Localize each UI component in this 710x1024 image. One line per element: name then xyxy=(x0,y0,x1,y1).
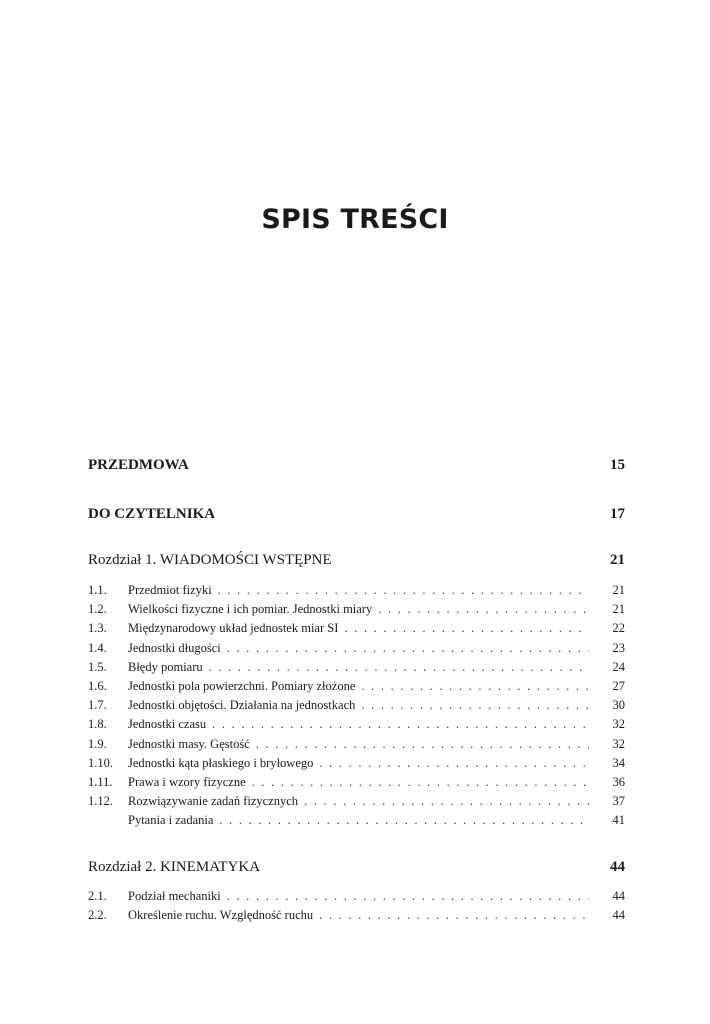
entry-number: 1.8. xyxy=(88,717,107,732)
dot-leader xyxy=(319,908,589,923)
entry-number: 1.6. xyxy=(88,678,107,693)
dot-leader xyxy=(252,775,589,790)
entry-page: 23 xyxy=(612,640,625,655)
entry-page: 32 xyxy=(612,717,625,732)
toc-entry[interactable] xyxy=(88,602,625,621)
entry-title: Przedmiot fizyki xyxy=(128,583,212,597)
entry-title: Błędy pomiaru xyxy=(128,659,203,674)
entry-number: 2.2. xyxy=(88,908,107,923)
chapter-prefix: Rozdział 1. xyxy=(88,552,157,568)
toc-entry[interactable] xyxy=(88,813,625,832)
toc-chapter-heading[interactable] xyxy=(88,859,625,876)
dot-leader xyxy=(218,583,589,598)
entry-page: 24 xyxy=(612,659,625,674)
toc-entry[interactable] xyxy=(88,698,625,717)
entry-page: 32 xyxy=(612,736,625,751)
entry-page: 21 xyxy=(612,602,625,617)
entry-page: 44 xyxy=(612,889,625,903)
dot-leader xyxy=(209,660,589,675)
chapter-page: 44 xyxy=(610,859,625,875)
toc-entry[interactable] xyxy=(88,660,625,679)
toc-entry[interactable] xyxy=(88,679,625,698)
entry-page: 41 xyxy=(612,813,625,828)
entry-page: 21 xyxy=(612,583,625,597)
toc-entry[interactable] xyxy=(88,621,625,640)
dot-leader xyxy=(256,737,589,752)
toc-entry[interactable] xyxy=(88,794,625,813)
page-title: SPIS TREŚCI xyxy=(261,204,449,236)
toc-entry[interactable] xyxy=(88,737,625,756)
entry-page: 27 xyxy=(612,678,625,693)
toc-entry[interactable] xyxy=(88,717,625,736)
entry-number: 2.1. xyxy=(88,889,107,903)
toc-entry[interactable] xyxy=(88,583,625,602)
entry-number: 1.3. xyxy=(88,621,107,636)
toc-front-label: DO CZYTELNIKA xyxy=(88,506,216,522)
chapter-prefix: Rozdział 2. xyxy=(88,859,157,875)
toc-entry[interactable] xyxy=(88,889,625,908)
entry-title: Jednostki kąta płaskiego i bryłowego xyxy=(128,755,314,770)
dot-leader xyxy=(319,756,589,771)
toc-front-label: PRZEDMOWA xyxy=(88,457,189,473)
entry-number: 1.7. xyxy=(88,698,107,713)
entry-title: Określenie ruchu. Względność ruchu xyxy=(128,908,314,923)
toc-front-item[interactable] xyxy=(88,457,625,474)
toc-front-page: 15 xyxy=(610,457,625,473)
entry-title: Jednostki długości xyxy=(128,640,221,655)
entry-title: Pytania i zadania xyxy=(128,813,214,828)
entry-title: Jednostki czasu xyxy=(128,717,207,732)
entry-title: Prawa i wzory fizyczne xyxy=(128,774,246,789)
entry-page: 37 xyxy=(612,794,625,809)
entry-number: 1.12. xyxy=(88,794,113,809)
entry-page: 36 xyxy=(612,774,625,789)
toc-chapter-heading[interactable] xyxy=(88,552,625,569)
chapter-page: 21 xyxy=(610,552,625,568)
toc-front-item[interactable] xyxy=(88,506,625,523)
dot-leader xyxy=(361,679,589,694)
entry-number: 1.1. xyxy=(88,583,107,597)
toc-entry[interactable] xyxy=(88,641,625,660)
dot-leader xyxy=(219,813,589,828)
entry-title: Międzynarodowy układ jednostek miar SI xyxy=(128,621,339,636)
entry-page: 22 xyxy=(612,621,625,636)
entry-title: Podział mechaniki xyxy=(128,889,221,903)
entry-title: Wielkości fizyczne i ich pomiar. Jednostki miary xyxy=(128,602,373,617)
dot-leader xyxy=(227,641,589,656)
entry-number: 1.10. xyxy=(88,755,113,770)
dot-leader xyxy=(361,698,589,713)
entry-title: Jednostki pola powierzchni. Pomiary złożone xyxy=(128,678,356,693)
entry-number: 1.5. xyxy=(88,659,107,674)
chapter-title: WIADOMOŚCI WSTĘPNE xyxy=(159,552,332,568)
entry-page: 30 xyxy=(612,698,625,713)
chapter-entries xyxy=(88,889,625,927)
dot-leader xyxy=(344,621,589,636)
entry-title: Rozwiązywanie zadań fizycznych xyxy=(128,794,299,809)
entry-page: 44 xyxy=(612,908,625,923)
dot-leader xyxy=(304,794,589,809)
toc-front-page: 17 xyxy=(610,506,625,522)
toc-entry[interactable] xyxy=(88,908,625,927)
entry-number: 1.2. xyxy=(88,602,107,617)
toc-entry[interactable] xyxy=(88,756,625,775)
chapter-entries xyxy=(88,583,625,832)
toc-entry[interactable] xyxy=(88,775,625,794)
entry-number: 1.9. xyxy=(88,736,107,751)
entry-number: 1.11. xyxy=(88,774,113,789)
dot-leader xyxy=(227,889,589,904)
dot-leader xyxy=(378,602,589,617)
dot-leader xyxy=(212,717,589,732)
entry-number: 1.4. xyxy=(88,640,107,655)
chapter-title: KINEMATYKA xyxy=(160,859,261,875)
entry-title: Jednostki objętości. Działania na jednostkach xyxy=(128,698,356,713)
entry-title: Jednostki masy. Gęstość xyxy=(128,736,250,751)
entry-page: 34 xyxy=(612,755,625,770)
